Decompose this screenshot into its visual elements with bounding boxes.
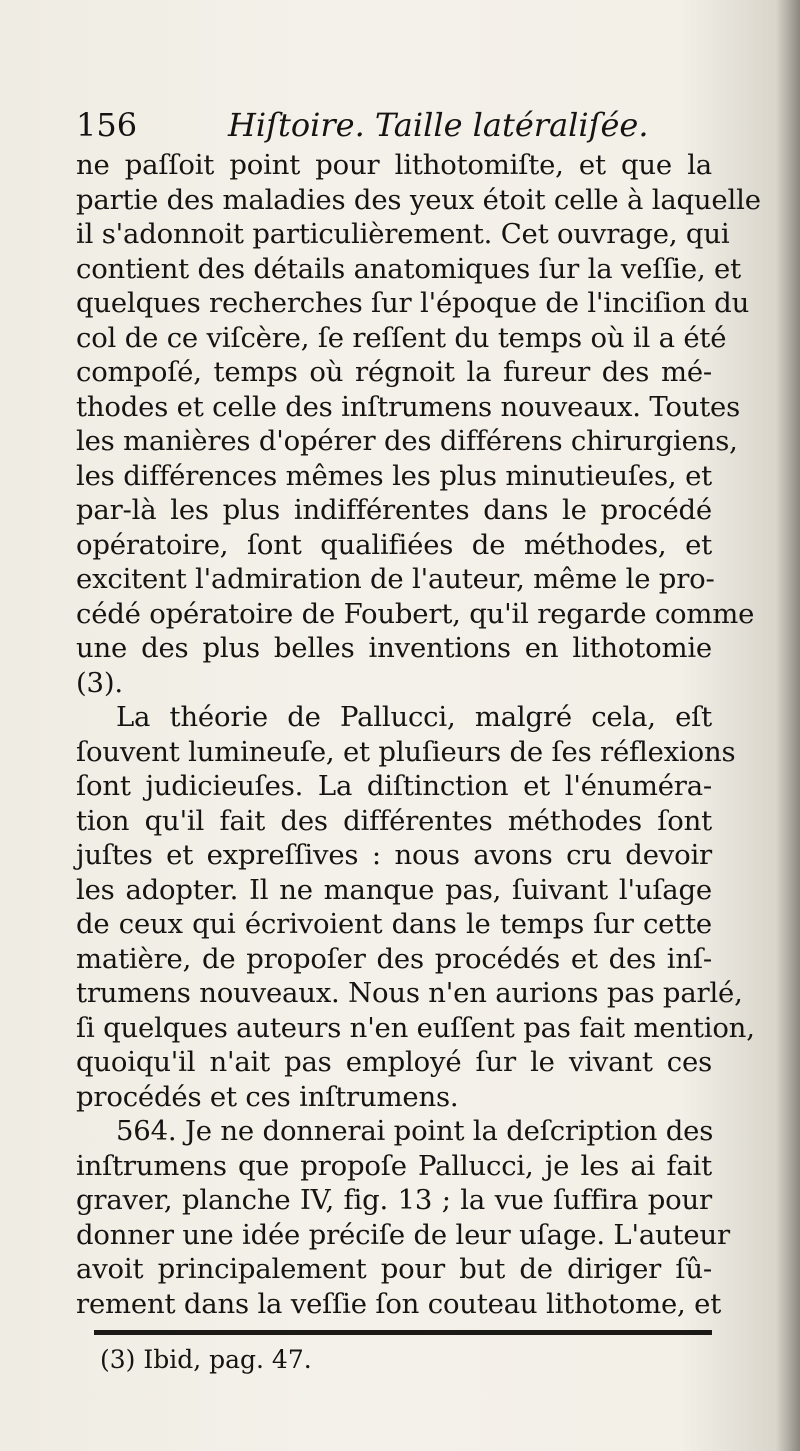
paragraph-start-line: La théorie de Pallucci, malgré cela, eſt	[116, 701, 712, 733]
running-title: Hiſtoire. Taille latéraliſée.	[228, 106, 649, 144]
text-line: compoſé, temps où régnoit la fureur des mé-	[76, 356, 712, 388]
text-line: les manières d'opérer des différens chirurgiens,	[76, 425, 738, 457]
text-line: avoit principalement pour but de diriger ſû-	[76, 1253, 712, 1285]
paragraph-start-line: 564. Je ne donnerai point la deſcription des	[116, 1115, 714, 1147]
text-line: matière, de propoſer des procédés et des inſ-	[76, 942, 712, 975]
text-line: de ceux qui écrivoient dans le temps ſur cette	[76, 908, 712, 940]
text-line: ne paſſoit point pour lithotomiſte, et que la	[76, 149, 712, 181]
text-line: col de ce viſcère, ſe reſſent du temps où il a été	[76, 321, 727, 354]
text-line: ſi quelques auteurs n'en euſſent pas fait mention,	[76, 1011, 755, 1044]
text-line: contient des détails anatomiques ſur la veſſie, et	[76, 252, 741, 285]
text-line: inſtrumens que propoſe Pallucci, je les ai fait	[76, 1149, 712, 1182]
body-text	[76, 148, 761, 1321]
text-line: procédés et ces inſtrumens.	[76, 1080, 459, 1113]
page-header	[76, 102, 716, 148]
text-line: excitent l'admiration de l'auteur, même le pro-	[76, 563, 715, 595]
text-line: il s'adonnoit particulièrement. Cet ouvrage, qui	[76, 218, 730, 250]
text-line: juſtes et expreſſives : nous avons cru devoir	[76, 839, 712, 871]
text-line: thodes et celle des inſtrumens nouveaux. Toutes	[76, 390, 741, 423]
text-line: partie des maladies des yeux étoit celle à laquelle	[76, 183, 761, 216]
text-line: tion qu'il fait des différentes méthodes ſont	[76, 804, 712, 837]
text-line: quelques recherches ſur l'époque de l'inciſion du	[76, 287, 750, 319]
page-number: 156	[76, 106, 138, 144]
footnote-separator-rule	[94, 1330, 712, 1335]
text-line: cédé opératoire de Foubert, qu'il regarde comme	[76, 597, 755, 630]
text-line: ſont judicieuſes. La diſtinction et l'énuméra-	[76, 770, 712, 802]
text-line: (3).	[76, 666, 123, 699]
text-line: quoiqu'il n'ait pas employé ſur le vivant ces	[76, 1046, 712, 1078]
text-line: ſouvent lumineuſe, et pluſieurs de ſes réflexions	[76, 735, 736, 768]
text-line: graver, planche IV, fig. 13 ; la vue ſuffira pour	[76, 1184, 712, 1216]
text-line: donner une idée préciſe de leur uſage. L'auteur	[76, 1218, 730, 1251]
text-line: rement dans la veſſie ſon couteau lithotome, et	[76, 1287, 722, 1320]
text-line: par-là les plus indifférentes dans le procédé	[76, 494, 712, 526]
text-line: les adopter. Il ne manque pas, ſuivant l'uſage	[76, 873, 712, 906]
text-line: une des plus belles inventions en lithotomie	[76, 632, 712, 664]
footnote: (3) Ibid, pag. 47.	[100, 1345, 312, 1374]
text-line: opératoire, ſont qualifiées de méthodes, et	[76, 528, 712, 561]
text-line: les différences mêmes les plus minutieuſes, et	[76, 459, 712, 492]
text-line: trumens nouveaux. Nous n'en aurions pas parlé,	[76, 977, 743, 1009]
